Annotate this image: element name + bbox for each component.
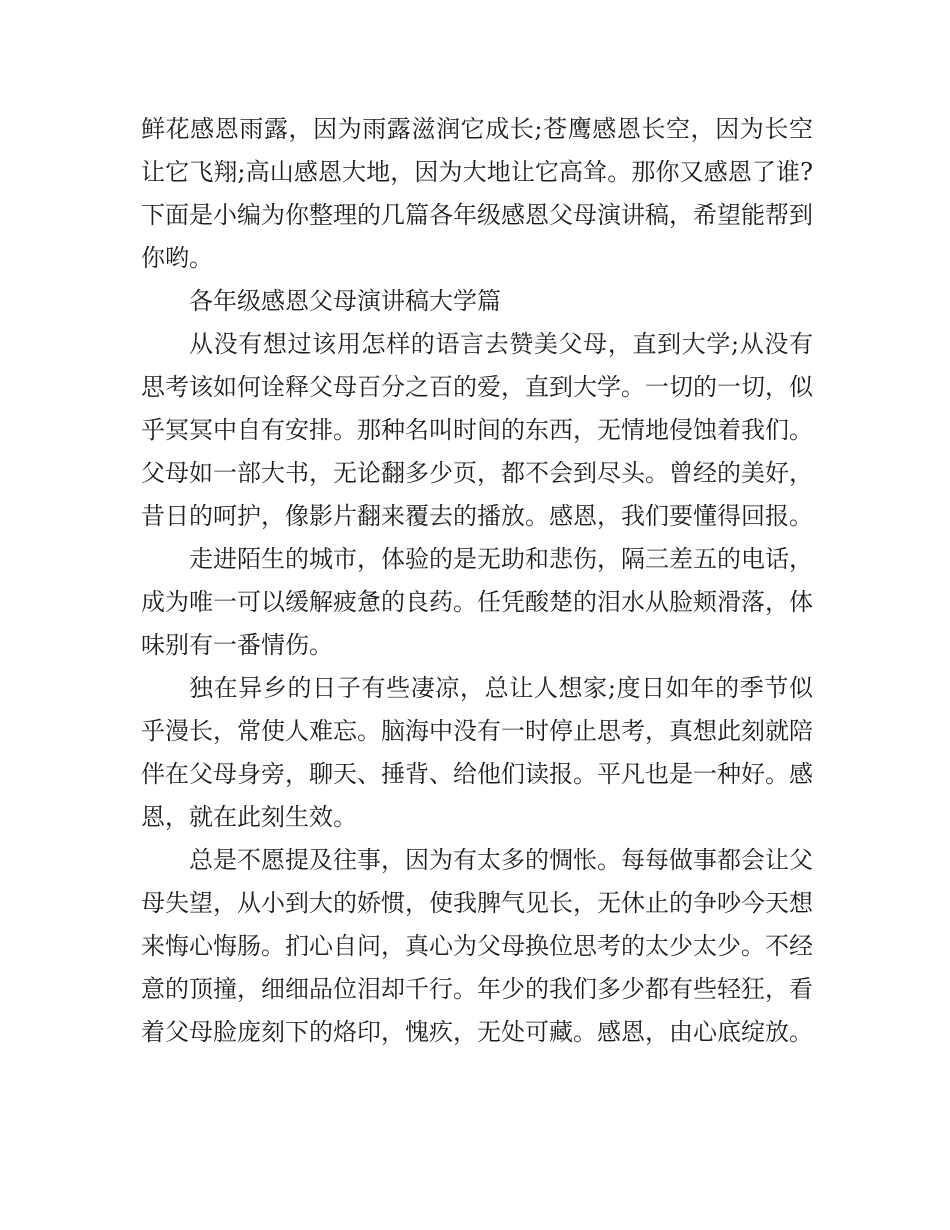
- body-paragraph-4: 总是不愿提及往事，因为有太多的惆怅。每每做事都会让父母失望，从小到大的娇惯，使我脾气见长，无休止的争吵今天想来悔心悔肠。扪心自问，真心为父母换位思考的太少太少。不经意的顶撞，细细品位泪却千行。年少的我们多少都有些轻狂，看着父母脸庞刻下的烙印，愧疚，无处可藏。感恩，由心底绽放。: [141, 846, 813, 1046]
- document-body: [141, 108, 813, 1054]
- body-paragraph-3: 独在异乡的日子有些凄凉，总让人想家;度日如年的季节似乎漫长，常使人难忘。脑海中没有一时停止思考，真想此刻就陪伴在父母身旁，聊天、捶背、给他们读报。平凡也是一种好。感恩，就在此刻生效。: [141, 674, 813, 831]
- intro-paragraph: 鲜花感恩雨露，因为雨露滋润它成长;苍鹰感恩长空，因为长空让它飞翔;高山感恩大地，因为大地让它高耸。那你又感恩了谁?下面是小编为你整理的几篇各年级感恩父母演讲稿，希望能帮到你哟。: [141, 115, 813, 272]
- section-heading: 各年级感恩父母演讲稿大学篇: [189, 287, 501, 315]
- body-paragraph-2: 走进陌生的城市，体验的是无助和悲伤，隔三差五的电话，成为唯一可以缓解疲惫的良药。任凭酸楚的泪水从脸颊滑落，体味别有一番情伤。: [141, 545, 813, 659]
- body-paragraph-1: 从没有想过该用怎样的语言去赞美父母，直到大学;从没有思考该如何诠释父母百分之百的爱，直到大学。一切的一切，似乎冥冥中自有安排。那种名叫时间的东西，无情地侵蚀着我们。父母如一部大书，无论翻多少页，都不会到尽头。曾经的美好，昔日的呵护，像影片翻来覆去的播放。感恩，我们要懂得回报。: [141, 330, 813, 530]
